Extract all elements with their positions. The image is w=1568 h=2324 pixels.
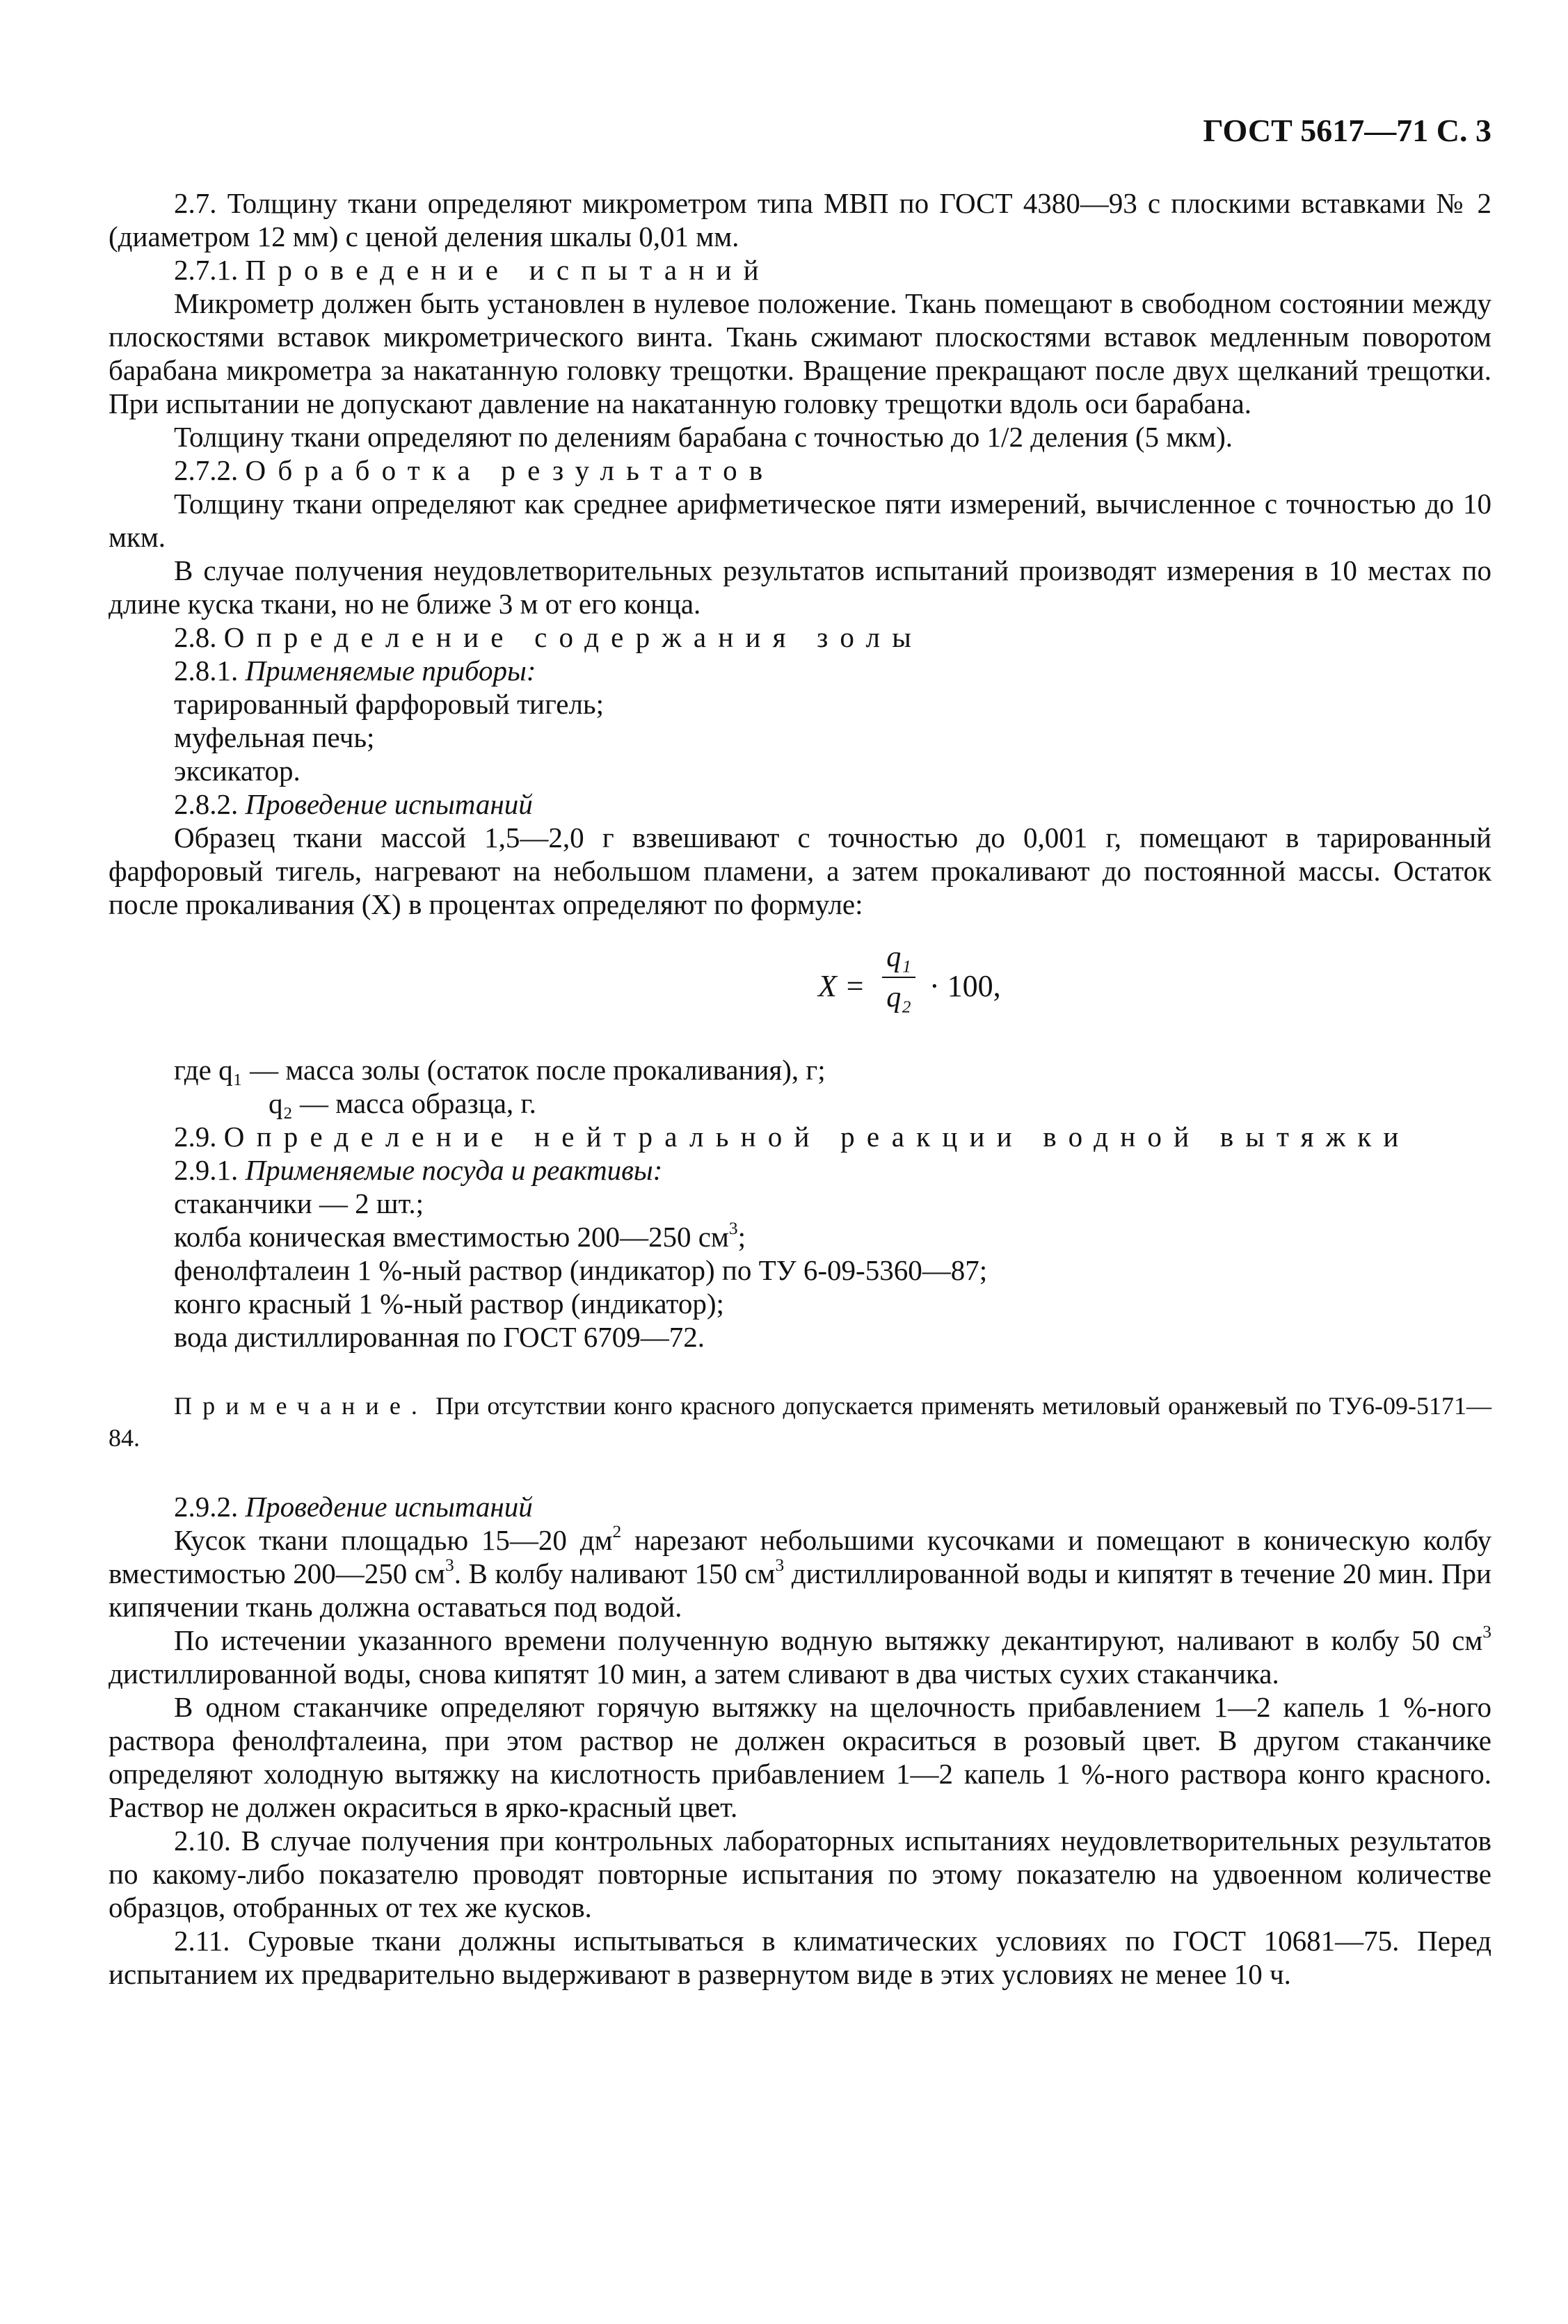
text: По истечении указанного времени полученную водную вытяжку декантируют, наливают в колбу 50 см (174, 1624, 1483, 1656)
formula-rhs: · 100, (929, 969, 1001, 1003)
list-item: тарированный фарфоровый тигель; (174, 688, 605, 720)
section-number: 2.8.2. (174, 788, 239, 820)
formula-explanation: где q₁ — масса золы (остаток после прокаливания), г; (174, 1054, 826, 1086)
document-body (109, 186, 1491, 1991)
list-item: муфельная печь; (174, 721, 375, 753)
section-title: Применяемые посуда и реактивы: (245, 1154, 663, 1186)
section-2-7: 2.7. Толщину ткани определяют микрометром типа МВП по ГОСТ 4380—93 с плоскими вставками № 2 (диаметром 12 мм) с ценой деления шкалы 0,01 мм. (109, 187, 1491, 253)
list-item (109, 1220, 1491, 1253)
superscript: 3 (775, 1555, 785, 1576)
ash-formula (109, 921, 1491, 1053)
section-number: 2.8. (174, 621, 217, 653)
section-2-10: 2.10. В случае получения при контрольных лабораторных испытаниях неудовлетворительных результатов по какому-либо показателю проводят повторные испытания по этому показателю на удвоенном количестве образцов, отобранных от тех же кусков. (109, 1825, 1491, 1923)
section-2-8-1-heading (109, 654, 1491, 687)
formula-numerator: q₁ (886, 941, 911, 973)
section-title: Проведение испытаний (245, 254, 771, 286)
section-2-8-2-heading (109, 787, 1491, 821)
superscript: 3 (1482, 1622, 1491, 1642)
paragraph: Микрометр должен быть установлен в нулевое положение. Ткань помещают в свободном состоянии между плоскостями вставок микрометрического винта. Ткань сжимают плоскостями вставок медленным поворотом барабана микрометра за накатанную головку трещотки. Вращение прекращают после двух щелканий трещотки. При испытании не допускают давление на накатанную головку трещотки вдоль оси барабана. (109, 287, 1491, 419)
paragraph: В случае получения неудовлетворительных результатов испытаний производят измерения в 10 местах по длине куска ткани, но не ближе 3 м от его конца. (109, 554, 1491, 620)
list-item-text: ; (737, 1221, 746, 1253)
paragraph: В одном стаканчике определяют горячую вытяжку на щелочность прибавлением 1—2 капель 1 %-ного раствора фенолфталеина, при этом раствор не должен окраситься в розовый цвет. В другом стаканчике определяют холодную вытяжку на кислотность прибавлением 1—2 капель 1 %-ного раствора конго красного. Раствор не должен окраситься в ярко-красный цвет. (109, 1691, 1491, 1823)
section-number: 2.9.1. (174, 1154, 239, 1186)
text: дистиллированной воды и кипятят в течение 20 мин. При кипячении ткань должна оставаться под водой. (109, 1557, 1491, 1623)
text: нарезают небольшими кусочками и помещают в коническую колбу вместимостью 200—250 см (109, 1524, 1491, 1589)
fraction-bar (882, 977, 915, 978)
superscript: 2 (612, 1522, 622, 1542)
section-2-7-2-heading (109, 454, 1491, 487)
section-2-9-1-heading (109, 1153, 1491, 1187)
section-title: Применяемые приборы: (245, 655, 536, 687)
list-item-text: колба коническая вместимостью 200—250 см (174, 1221, 729, 1253)
list-item: конго красный 1 %-ный раствор (индикатор); (174, 1288, 724, 1320)
list-item: стаканчики — 2 шт.; (174, 1187, 424, 1219)
paragraph: Образец ткани массой 1,5—2,0 г взвешивают с точностью до 0,001 г, помещают в тарированный фарфоровый тигель, нагревают на небольшом пламени, а затем прокаливают до постоянной массы. Остаток после прокаливания (X) в процентах определяют по формуле: (109, 822, 1491, 920)
section-2-8-heading (109, 620, 1491, 654)
section-2-9-2-heading (109, 1490, 1491, 1523)
paragraph (109, 1624, 1491, 1690)
section-title: Обработка результатов (245, 454, 775, 486)
text: . В колбу наливают 150 см (454, 1557, 776, 1589)
section-number: 2.7.2. (174, 454, 239, 486)
formula-explanation: q₂ — масса образца, г. (269, 1087, 536, 1119)
text: Кусок ткани площадью 15—20 дм (174, 1524, 613, 1556)
section-title: Определение нейтральной реакции водной вытяжки (223, 1121, 1411, 1153)
list-item: фенолфталеин 1 %-ный раствор (индикатор) по ТУ 6-09-5360—87; (174, 1254, 988, 1286)
paragraph: Толщину ткани определяют по делениям барабана с точностью до 1/2 деления (5 мкм). (174, 421, 1233, 453)
section-number: 2.7.1. (174, 254, 239, 286)
section-title: Проведение испытаний (245, 1491, 533, 1523)
section-2-7-1-heading (109, 253, 1491, 287)
section-number: 2.8.1. (174, 655, 239, 687)
section-title: Проведение испытаний (245, 788, 533, 820)
note-label: Примечание. (174, 1392, 429, 1420)
note (109, 1390, 1491, 1454)
paragraph: Толщину ткани определяют как среднее арифметическое пяти измерений, вычисленное с точностью до 10 мкм. (109, 488, 1491, 553)
paragraph (109, 1523, 1491, 1624)
list-item: вода дистиллированная по ГОСТ 6709—72. (174, 1321, 705, 1353)
formula-denominator: q₂ (886, 981, 911, 1013)
superscript: 3 (445, 1555, 454, 1576)
section-number: 2.9. (174, 1121, 217, 1153)
formula-lhs: X = (818, 969, 865, 1003)
section-number: 2.9.2. (174, 1491, 239, 1523)
list-item: эксикатор. (174, 755, 301, 787)
formula-fraction (878, 940, 920, 1014)
section-2-9-heading (109, 1120, 1491, 1153)
note-text: При отсутствии конго красного допускается применять метиловый оранжевый по ТУ6-09-5171—84. (109, 1392, 1491, 1452)
text: дистиллированной воды, снова кипятят 10 мин, а затем сливают в два чистых сухих стаканчика. (109, 1658, 1279, 1690)
page-header: ГОСТ 5617—71 С. 3 (1203, 113, 1491, 148)
section-title: Определение содержания золы (223, 621, 923, 653)
superscript: 3 (728, 1219, 738, 1239)
section-2-11: 2.11. Суровые ткани должны испытываться в климатических условиях по ГОСТ 10681—75. Перед испытанием их предварительно выдерживают в развернутом виде в этих условиях не менее 10 ч. (109, 1925, 1491, 1990)
